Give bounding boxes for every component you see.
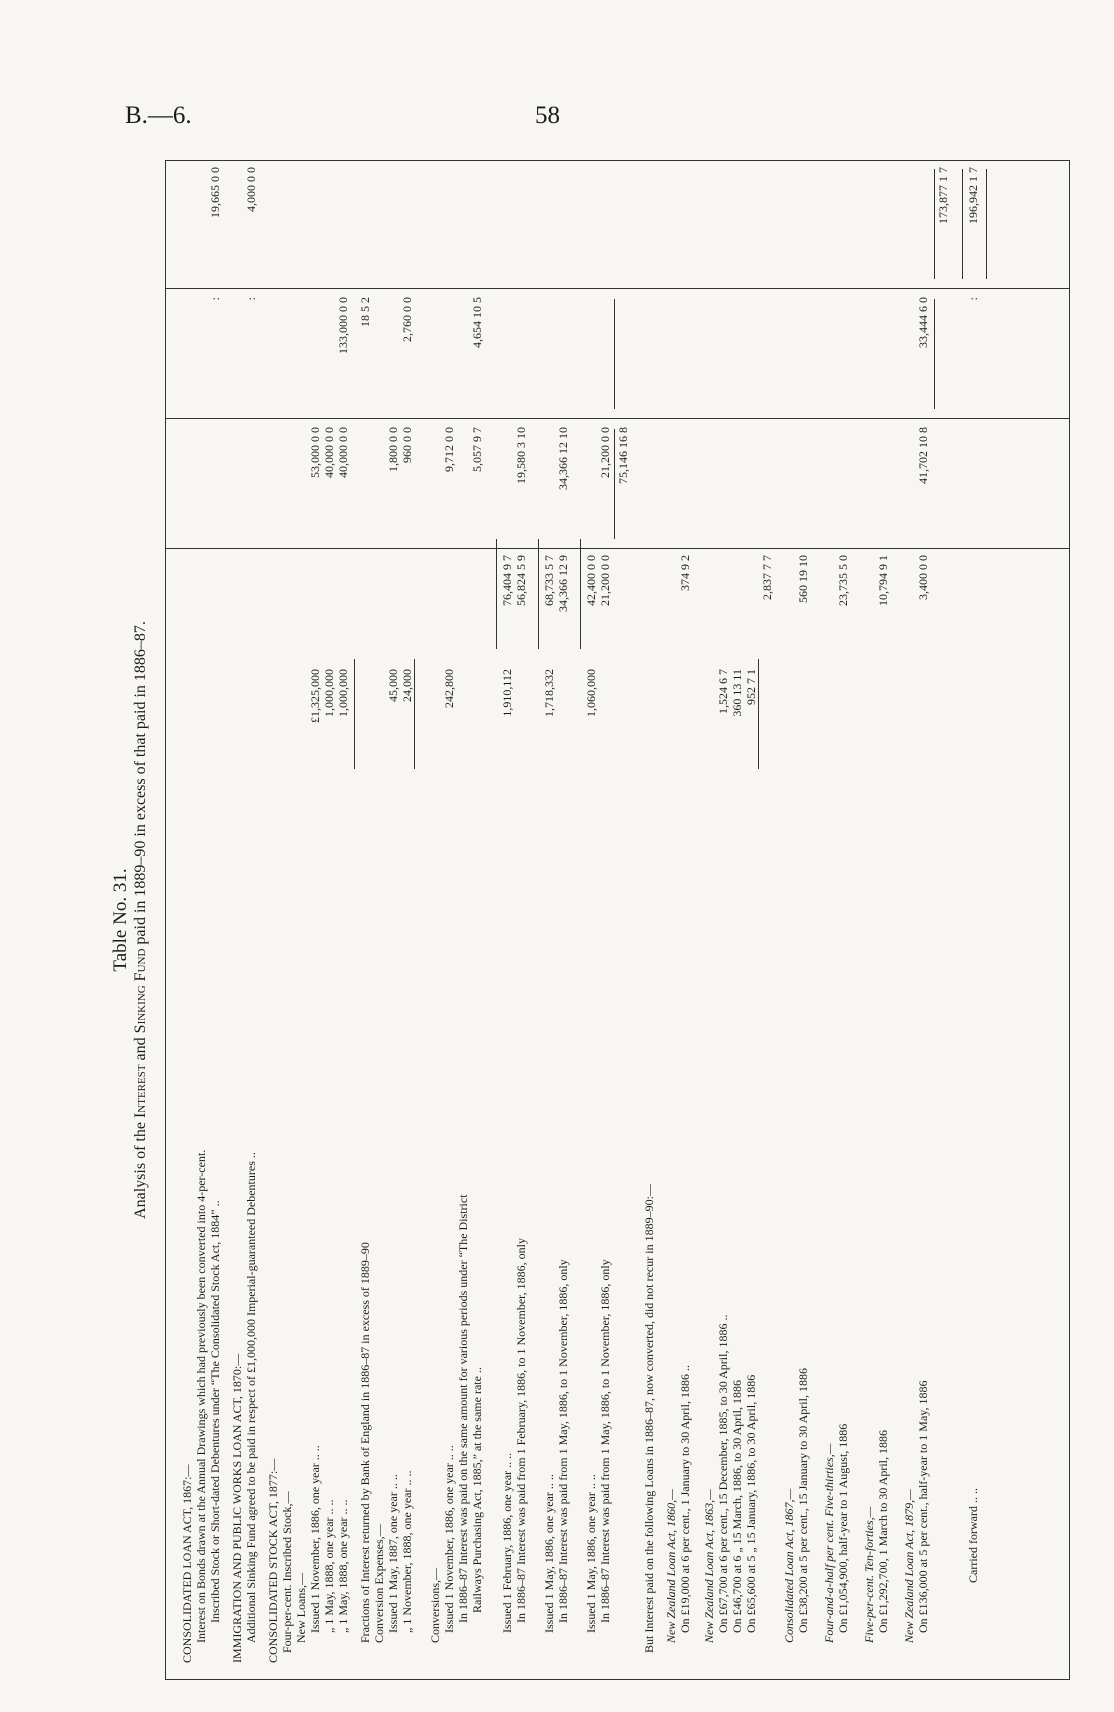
amount-cell: 68,733 5 7	[542, 555, 556, 606]
row-description: Issued 1 November, 1886, one year .. ..	[442, 1445, 456, 1633]
row-description: Issued 1 May, 1886, one year .. ..	[584, 1474, 598, 1633]
row-description: On £19,000 at 6 per cent., 1 January to 30 April, 1886 ..	[678, 1365, 692, 1633]
row-description: New Zealand Loan Act, 1863,—	[702, 1489, 716, 1643]
row-description: On £1,054,900, half-year to 1 August, 1886	[836, 1423, 850, 1633]
document-sheet	[70, 160, 1070, 1680]
amount-cell: 24,000	[400, 669, 414, 702]
table-row	[642, 159, 658, 1679]
table-row	[470, 159, 486, 1679]
row-description: CONSOLIDATED LOAN ACT, 1867:—	[180, 1464, 194, 1663]
amount-cell: 1,524 6 7	[716, 669, 730, 714]
amount-cell: 2,760 0 0	[400, 297, 414, 342]
row-description: On £136,000 at 5 per cent., half-year to 1 May, 1886	[916, 1380, 930, 1633]
amount-cell: 42,400 0 0	[584, 555, 598, 606]
amount-cell: 45,000	[386, 669, 400, 702]
row-description: CONSOLIDATED STOCK ACT, 1877:—	[266, 1458, 280, 1663]
row-description: In 1886–87 Interest was paid on the same amount for various periods under “The District	[456, 1194, 470, 1623]
amount-cell: :	[208, 297, 222, 301]
amount-cell: 34,366 12 10	[556, 427, 570, 490]
amount-cell: 374 9 2	[678, 555, 692, 591]
row-description: Four-per-cent. Inscribed Stock,—	[280, 1491, 294, 1653]
amount-cell: 21,200 0 0	[598, 555, 612, 606]
row-description: In 1886–87 Interest was paid from 1 February, 1886, to 1 November, 1886, only	[514, 1237, 528, 1623]
amount-cell: :	[244, 297, 258, 301]
amount-cell: 40,000 0 0	[336, 427, 350, 478]
rule	[580, 539, 581, 649]
table-row	[936, 159, 952, 1679]
rotated-table-page	[70, 160, 1070, 1680]
table-row	[760, 159, 776, 1679]
amount-cell: 53,000 0 0	[308, 427, 322, 478]
title-prefix: Analysis of the	[132, 1122, 149, 1219]
amount-cell: 1,800 0 0	[386, 427, 400, 472]
table-row	[616, 159, 632, 1679]
rule	[934, 169, 935, 279]
amount-cell: 18 5 2	[358, 297, 372, 327]
row-description: Issued 1 May, 1887, one year .. ..	[386, 1474, 400, 1633]
amount-cell: 2,837 7 7	[760, 555, 774, 600]
amount-cell: 1,000,000	[322, 669, 336, 717]
row-description: New Zealand Loan Act, 1879,—	[902, 1489, 916, 1643]
amount-cell: 34,366 12 9	[556, 555, 570, 612]
rule	[496, 539, 497, 649]
title-and: and	[132, 1037, 149, 1061]
amount-cell: 10,794 9 1	[876, 555, 890, 606]
report-reference: B.—6.	[125, 102, 192, 129]
amount-cell: 76,404 9 7	[500, 555, 514, 606]
amount-cell: 196,942 1 7	[966, 167, 980, 224]
rule	[538, 539, 539, 649]
table-row	[598, 159, 614, 1679]
row-description: Conversion Expenses,—	[372, 1524, 386, 1643]
row-description: In 1886–87 Interest was paid from 1 May, 1886, to 1 November, 1886, only	[598, 1259, 612, 1623]
title-interest: Interest	[132, 1064, 149, 1119]
analysis-table	[165, 160, 1070, 1680]
row-description: Railways Purchasing Act, 1885,” at the same rate ..	[470, 1367, 484, 1613]
amount-cell: £1,325,000	[308, 669, 322, 723]
table-row	[876, 159, 892, 1679]
page-number: 58	[535, 102, 560, 129]
rule	[934, 299, 935, 409]
table-row	[966, 159, 982, 1679]
row-description: Five-per-cent. Ten-forties,—	[862, 1506, 876, 1643]
row-description: „ 1 November, 1888, one year .. ..	[400, 1470, 414, 1633]
rule	[414, 659, 415, 769]
table-row	[336, 159, 352, 1679]
rule	[614, 429, 615, 539]
amount-cell: 173,877 1 7	[936, 167, 950, 224]
table-row	[514, 159, 530, 1679]
table-row	[744, 159, 760, 1679]
amount-cell: 960 0 0	[400, 427, 414, 463]
amount-cell: 3,400 0 0	[916, 555, 930, 600]
amount-cell: 4,000 0 0	[244, 167, 258, 212]
row-description: Consolidated Loan Act, 1867,—	[782, 1488, 796, 1643]
amount-cell: 9,712 0 0	[442, 427, 456, 472]
title-sinking-fund: Sinking Fund	[132, 948, 149, 1034]
row-description: Four-and-a-half per cent. Five-thirties,—	[822, 1443, 836, 1643]
rule	[962, 169, 963, 279]
amount-cell: 133,000 0 0	[336, 297, 350, 354]
row-description: On £38,200 at 5 per cent., 15 January to 30 April, 1886	[796, 1368, 810, 1633]
amount-cell: 360 13 11	[730, 669, 744, 717]
row-description: On £65,600 at 5 „ 15 January, 1886, to 30 April, 1886	[744, 1374, 758, 1633]
amount-cell: 952 7 1	[744, 669, 758, 705]
row-description: Interest on Bonds drawn at the Annual Drawings which had previously been converted into 4-per-cent.	[194, 1149, 208, 1643]
table-row	[796, 159, 812, 1679]
amount-cell: 5,057 9 7	[470, 427, 484, 472]
table-title	[132, 160, 150, 1680]
rule	[354, 659, 355, 769]
row-description: On £1,292,700, 1 March to 30 April, 1886	[876, 1430, 890, 1633]
row-description: New Zealand Loan Act, 1860,—	[664, 1489, 678, 1643]
rule	[614, 299, 615, 409]
amount-cell: 1,718,332	[542, 669, 556, 717]
row-description: Fractions of Interest returned by Bank of England in 1886–87 in excess of 1889–90	[358, 1242, 372, 1643]
amount-cell: 23,735 5 0	[836, 555, 850, 606]
table-row	[208, 159, 224, 1679]
amount-cell: 33,444 6 0	[916, 297, 930, 348]
amount-cell: :	[966, 297, 980, 301]
row-description: New Loans,—	[294, 1573, 308, 1643]
amount-cell: 56,824 5 9	[514, 555, 528, 606]
amount-cell: 1,910,112	[500, 669, 514, 717]
table-row	[400, 159, 416, 1679]
row-description: Issued 1 May, 1886, one year .. ..	[542, 1474, 556, 1633]
amount-cell: 19,665 0 0	[208, 167, 222, 218]
rule	[758, 659, 759, 769]
row-description: Issued 1 November, 1886, one year .. ..	[308, 1445, 322, 1633]
amount-cell: 75,146 16 8	[616, 427, 630, 484]
row-description: Carried forward .. ..	[966, 1488, 980, 1583]
amount-cell: 4,654 10 5	[470, 297, 484, 348]
table-row	[678, 159, 694, 1679]
table-row	[836, 159, 852, 1679]
title-rest: paid in 1889–90 in excess of that paid in 1886–87.	[132, 621, 149, 945]
amount-cell: 1,000,000	[336, 669, 350, 717]
amount-cell: 1,060,000	[584, 669, 598, 717]
table-row	[916, 159, 932, 1679]
rule	[986, 169, 987, 279]
row-description: But Interest paid on the following Loans in 1886–87, now converted, did not recur in 1889–90:—	[642, 1184, 656, 1653]
amount-cell: 19,580 3 10	[514, 427, 528, 484]
row-description: Inscribed Stock or Short-dated Debentures under “The Consolidated Stock Act, 1884” ..	[208, 1200, 222, 1623]
amount-cell: 41,702 10 8	[916, 427, 930, 484]
row-description: Issued 1 February, 1886, one year .. ..	[500, 1452, 514, 1633]
row-description: Conversions,—	[428, 1568, 442, 1643]
page-header	[0, 0, 1114, 160]
row-description: Additional Sinking Fund agreed to be paid in respect of £1,000,000 Imperial-guaranteed Debentures ..	[244, 1152, 258, 1643]
amount-cell: 560 19 10	[796, 555, 810, 603]
amount-cell: 21,200 0 0	[598, 427, 612, 478]
table-row	[556, 159, 572, 1679]
row-description: „ 1 May, 1888, one year .. ..	[322, 1499, 336, 1633]
row-description: On £46,700 at 6 „ 15 March, 1886, to 30 April, 1886	[730, 1380, 744, 1633]
row-description: „ 1 May, 1888, one year .. ..	[336, 1499, 350, 1633]
amount-cell: 242,800	[442, 669, 456, 708]
amount-cell: 40,000 0 0	[322, 427, 336, 478]
row-description: IMMIGRATION AND PUBLIC WORKS LOAN ACT, 1870:—	[230, 1353, 244, 1663]
table-row	[244, 159, 260, 1679]
row-description: In 1886–87 Interest was paid from 1 May, 1886, to 1 November, 1886, only	[556, 1259, 570, 1623]
table-number: Table No. 31.	[110, 868, 131, 972]
row-description: On £67,700 at 6 per cent., 15 December, 1885, to 30 April, 1886 ..	[716, 1314, 730, 1633]
